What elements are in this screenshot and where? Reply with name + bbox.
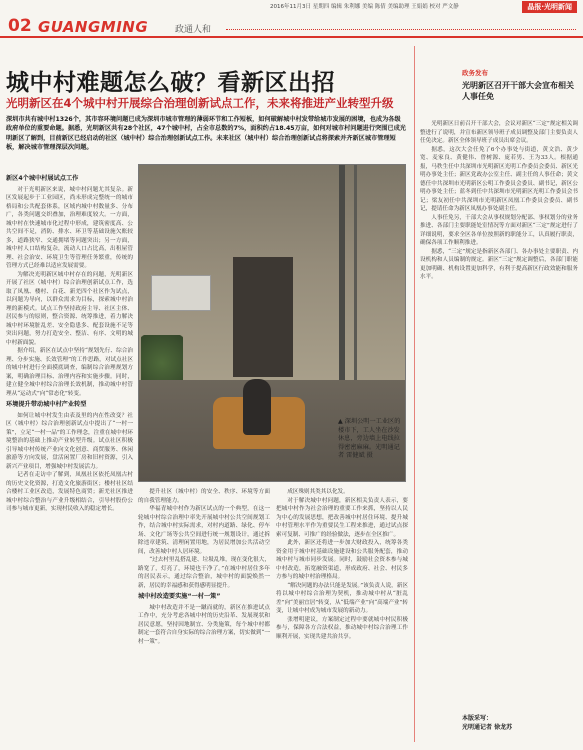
top-header bbox=[0, 0, 583, 14]
paragraph: 张增明建议，方案制定过程中要就城中村民积极参与，保障各方合法权益，推动城中村综合治理工作顺利开展，实现共建共治共享。 bbox=[276, 616, 408, 640]
sidebar-tag: 政务发布 bbox=[462, 69, 488, 77]
photo-person bbox=[243, 379, 271, 435]
paragraph: 光明新区日前召开干部大会，会议对新区“三定”规定相关调整进行了说明，并宣布新区领导班子成员调整及部门主要负责人任免决定。新区全体领导班子成员出席会议。 bbox=[420, 121, 578, 144]
photo-air-conditioner bbox=[151, 275, 211, 311]
paragraph: 为解决光明新区城中村存在的问题，光明新区开展了社区（城中村）综合治理创新试点工作，选取了凤凰、楼村、白花、新羌四个社区作为试点，以问题为导向，以群众需求为目标，探索城中村治理的新模式。试点工作坚持政府主导、社区主体、居民参与的原则，整合资源、统筹推进，着力解决城中村环境脏乱差、安全隐患多、配套设施不足等突出问题，努力打造安全、整洁、有序、文明的城中村新面貌。 bbox=[6, 271, 133, 346]
article-lead: 深圳市共有城中村1326个，其市容环境问题已成为深圳市城市管理的薄弱环节和工作短板，如何破解城中村发带给城市发展的困境，也成为各级政府单位的重要命题。据悉，光明新区共有28个社区，47个城中村，占全市总数的7%，面积约占18.45万亩，如何对城市村问题进行突围已成光明新区了解到，目前新区已经启动的社区（城中村）综合治理创新试点工作。未来社区（城中村）综合治理创新试点将探索并齐新区城市管理短板，解决城市管理深层次问题。 bbox=[6, 116, 406, 151]
paragraph: 对于光明新区来说，城中村问题尤其复杂。新区发展起步于工业园区，尚未形成完整统一的城市格局和公共配套体系，区域内城中村数量多、分布广，各类问题交织叠加，治理难度较大。一方面，城中村在快速城市化过程中形成，建筑密度高、公共空间不足，消防、排水、环卫等基础设施欠账较多，道路狭窄、交通拥堵等问题突出；另一方面，城中村人口结构复杂，流动人口占比高，出租屋管理、社会治安、环境卫生等管理任务繁重，传统的管理方式已经难以适应发展需要。 bbox=[6, 186, 133, 269]
section-name-en: GUANGMING bbox=[38, 18, 149, 36]
photo-pipe bbox=[354, 165, 357, 415]
article-subheadline: 光明新区在4个城中村开展综合治理创新试点工作，未来将推进产业转型升级 bbox=[6, 96, 394, 110]
byline-label: 本版采写： bbox=[462, 715, 493, 722]
masthead-rule bbox=[226, 29, 576, 30]
masthead bbox=[0, 14, 583, 38]
section-name-cn: 政通人和 bbox=[175, 25, 212, 35]
byline bbox=[462, 714, 576, 732]
paragraph: 对于解决城中村问题，新区相关负责人表示，要把城中村作为社会治理的重要工作来抓，坚持以人民为中心的发展思想，把改善城中村居住环境、提升城中村管理水平作为重要民生工程来推进，通过试点探索可复制、可推广的经验做法，逐步在全区推广。 bbox=[276, 497, 408, 538]
edition-meta: 2016年11月3日 星期四 编辑 朱利娜 美编 陈倩 美编助理 王娟娟 校对 严文静 bbox=[270, 4, 459, 10]
paragraph: 城中村改造并不是一蹴而就的，新区在推进试点工作中，充分考虑各城中村的历史沿革、发展现状和居民意愿，坚持因地制宜、分类施策，每个城中村都制定一套符合自身实际的综合治理方案，切实做到“一村一策”。 bbox=[138, 604, 270, 645]
paragraph: 成区殊则其类其以化发。 bbox=[287, 489, 349, 495]
paragraph: 此外，新区还将进一步加大财政投入，统筹各类资金用于城中村基础设施建设和公共服务配套，推动城中村与城市同步发展。同时，鼓励社会资本参与城中村改造，拓宽融资渠道，形成政府、社会、村民多方参与的城中村治理格局。 bbox=[276, 540, 408, 580]
paragraph: “解决问题的办法只能是发展。”该负责人说，新区将以城中村综合治理为契机，推动城中村从“脏乱差”向“美丽宜居”转变，从“低端产业”向“高端产业”转变，让城中村成为城市发展的新动力。 bbox=[276, 582, 408, 614]
article-column-2 bbox=[138, 488, 270, 740]
column-divider bbox=[414, 46, 415, 742]
paragraph: 据悉，这次大会任免了6个办事处与街道，黄文浩、黄少宽、麦家良、黄健伟、曾树源、庞若男、王为33人。根据通报，马秩生任中共深圳市光明新区光明工作委员会委员、新区光明办事处主任；新区党政办公室主任、副主任的人事任命；黄文德任中共深圳市光明新区公明工作委员会委员、副书记，新区公明办事处主任；蓝冬到任中共深圳市光明新区光明工作委员会书记；梁友初任中共深圳市光明新区凤凰工作委员会委员、副书记，提请任命为新区凤凰办事处副主任。 bbox=[420, 146, 578, 212]
paragraph: 据悉，“三定”规定是指新区各部门、各办事处主要职责、内设机构和人员编制的规定。新区“三定”规定调整后，各部门职能更加明确、机构设置更加科学，有利于提高新区行政效能和服务水平。 bbox=[420, 248, 578, 280]
section-title-pilot: 新区4个城中村展试点工作 bbox=[6, 175, 79, 182]
page-number: 02 bbox=[8, 16, 32, 36]
paragraph: 提升社区（城中村）的安全、秩序、环境等方面的自我管理能力。 bbox=[138, 489, 270, 504]
paragraph: “过去村里乱搭乱建、垃圾乱堆，现在变化很大，路宽了，灯亮了，环境也干净了。”在城中村居住多年的居民表示，通过综合整治，城中村的面貌焕然一新，居民的幸福感和获得感明显提升。 bbox=[138, 557, 270, 589]
article-headline: 城中村难题怎么破？看新区出招 bbox=[6, 70, 335, 96]
byline-names: 光明通记者 徐龙苏 bbox=[462, 724, 513, 731]
section-title-industry: 环境提升带动城中村产业转型 bbox=[6, 401, 87, 408]
article-column-1 bbox=[6, 172, 133, 740]
photo-caption: ▲ 深圳公明一工业区的楼市下，工人坐在沙发休息，旁边墙上电线拉得密密麻麻。光明通记者 雷健斌 摄 bbox=[338, 418, 401, 460]
paragraph: 据介绍，新区在试点中坚持“规划先行、综合治理、分步实施、长效管理”的工作思路，对试点社区的城中村进行全面摸底调查，编制综合治理规划方案，明确治理目标、治理内容和实施步骤。同时，建立健全城中村综合治理长效机制，推动城中村管理从“运动式”向“常态化”转变。 bbox=[6, 348, 133, 397]
sidebar-body bbox=[420, 120, 578, 688]
paragraph: 人事任免另，干部大会从事权规划分配部、事权划分的业务推进、各部门主要职能处室情况等方面对新区“三定”规定进行了详细说明，要求全区各单位按照新的职能分工，认真履行职责，确保各项工作顺利推进。 bbox=[420, 214, 578, 246]
article-column-3 bbox=[276, 488, 408, 740]
sidebar-headline: 光明新区召开干部大会宣布相关人事任免 bbox=[462, 81, 574, 101]
section-title-policy: 城中村改造要实施“一村一策” bbox=[138, 593, 221, 600]
paragraph: 华福青城中村作为新区试点的一个典型，在这一轮城中村综合治理中率先开展城中村公共空间规划工作，结合城中村实际需求，对村内道路、绿化、停车场、文化广场等公共空间进行统一规划设计，通过拆除违章建筑、清理闲置用地，为居民增加公共活动空间，改善城中村人居环境。 bbox=[138, 506, 270, 555]
paragraph: 如何让城中村发生由表及里的内在性改变？社区（城中村）综合治理创新试点中提出了“一村一策”，立足“一村一品”的工作理念，注重在城中村环境整治的基础上推动产业转型升级。试点社区积极引导城中村传统产业向文化创意、商贸服务、休闲旅游等方向发展，盘活闲置厂房和旧村资源，引入新兴产业项目，增强城中村发展活力。 bbox=[6, 412, 133, 470]
photo-doorway bbox=[233, 257, 293, 377]
brand-badge: 晶报·光明新闻 bbox=[522, 1, 577, 13]
photo-pipe bbox=[339, 165, 345, 395]
paragraph: 记者在走访中了解到，凤凰社区依托凤凰古村的历史文化资源，打造文化旅游街区；楼村社区结合楼村工业区改造，发展特色商贸；新羌社区推进城中村综合整治与产业升级相结合，引导村股份公司参与城市更新，实现村民收入的稳定增长。 bbox=[6, 472, 133, 512]
